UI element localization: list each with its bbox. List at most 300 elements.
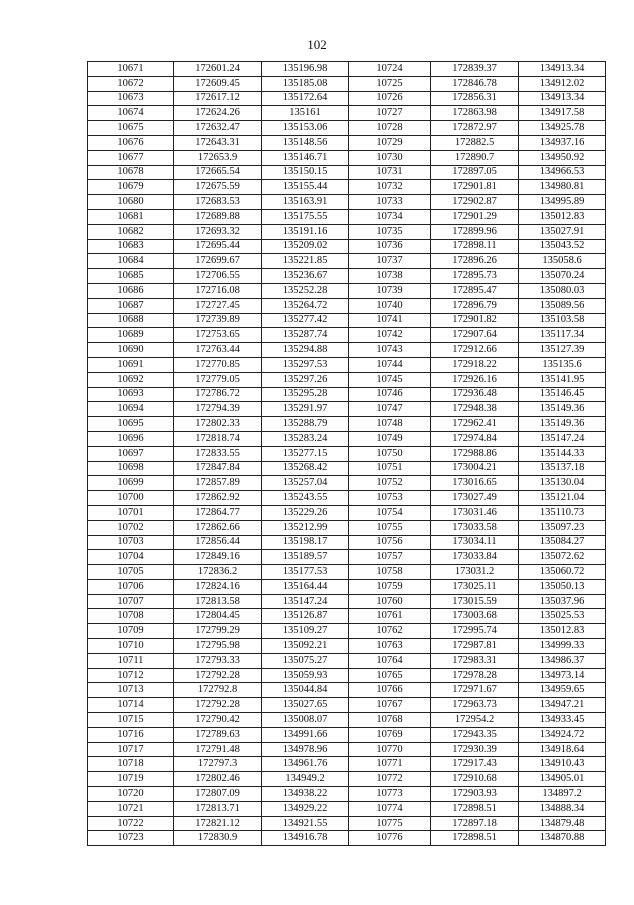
point-number-cell: 10695 — [88, 417, 174, 432]
y-coordinate-cell: 135141.95 — [519, 372, 606, 387]
table-row — [88, 195, 606, 210]
point-number-cell: 10675 — [88, 121, 174, 136]
point-number-cell: 10748 — [349, 417, 431, 432]
x-coordinate-cell: 172988.86 — [431, 446, 519, 461]
point-number-cell: 10689 — [88, 328, 174, 343]
x-coordinate-cell: 172943.35 — [431, 727, 519, 742]
y-coordinate-cell: 135153.06 — [262, 121, 349, 136]
x-coordinate-cell: 172903.93 — [431, 787, 519, 802]
point-number-cell: 10679 — [88, 180, 174, 195]
x-coordinate-cell: 172907.64 — [431, 328, 519, 343]
point-number-cell: 10700 — [88, 491, 174, 506]
point-number-cell: 10681 — [88, 209, 174, 224]
point-number-cell: 10692 — [88, 372, 174, 387]
x-coordinate-cell: 172863.98 — [431, 106, 519, 121]
x-coordinate-cell: 172962.41 — [431, 417, 519, 432]
x-coordinate-cell: 172807.09 — [174, 787, 262, 802]
y-coordinate-cell: 135117.34 — [519, 328, 606, 343]
y-coordinate-cell: 134870.88 — [519, 831, 606, 846]
x-coordinate-cell: 172695.44 — [174, 239, 262, 254]
point-number-cell: 10693 — [88, 387, 174, 402]
x-coordinate-cell: 172693.32 — [174, 224, 262, 239]
y-coordinate-cell: 134916.78 — [262, 831, 349, 846]
x-coordinate-cell: 173031.2 — [431, 565, 519, 580]
point-number-cell: 10719 — [88, 772, 174, 787]
point-number-cell: 10714 — [88, 698, 174, 713]
table-row — [88, 209, 606, 224]
y-coordinate-cell: 135252.28 — [262, 283, 349, 298]
table-row — [88, 476, 606, 491]
point-number-cell: 10702 — [88, 520, 174, 535]
y-coordinate-cell: 134973.14 — [519, 668, 606, 683]
point-number-cell: 10705 — [88, 565, 174, 580]
table-row — [88, 402, 606, 417]
x-coordinate-cell: 172818.74 — [174, 431, 262, 446]
table-row — [88, 254, 606, 269]
y-coordinate-cell: 135198.17 — [262, 535, 349, 550]
x-coordinate-cell: 172864.77 — [174, 505, 262, 520]
x-coordinate-cell: 172797.3 — [174, 757, 262, 772]
table-row — [88, 787, 606, 802]
table-row — [88, 727, 606, 742]
x-coordinate-cell: 172802.46 — [174, 772, 262, 787]
table-row — [88, 624, 606, 639]
point-number-cell: 10718 — [88, 757, 174, 772]
y-coordinate-cell: 135291.97 — [262, 402, 349, 417]
x-coordinate-cell: 172963.73 — [431, 698, 519, 713]
x-coordinate-cell: 172824.16 — [174, 579, 262, 594]
y-coordinate-cell: 135089.56 — [519, 298, 606, 313]
x-coordinate-cell: 172896.26 — [431, 254, 519, 269]
point-number-cell: 10774 — [349, 801, 431, 816]
point-number-cell: 10750 — [349, 446, 431, 461]
y-coordinate-cell: 135189.57 — [262, 550, 349, 565]
point-number-cell: 10762 — [349, 624, 431, 639]
point-number-cell: 10716 — [88, 727, 174, 742]
y-coordinate-cell: 134949.2 — [262, 772, 349, 787]
y-coordinate-cell: 135092.21 — [262, 639, 349, 654]
x-coordinate-cell: 172802.33 — [174, 417, 262, 432]
y-coordinate-cell: 134938.22 — [262, 787, 349, 802]
point-number-cell: 10701 — [88, 505, 174, 520]
y-coordinate-cell: 135127.39 — [519, 343, 606, 358]
y-coordinate-cell: 134913.34 — [519, 91, 606, 106]
table-row — [88, 491, 606, 506]
y-coordinate-cell: 134995.89 — [519, 195, 606, 210]
point-number-cell: 10745 — [349, 372, 431, 387]
point-number-cell: 10687 — [88, 298, 174, 313]
x-coordinate-cell: 172918.22 — [431, 357, 519, 372]
x-coordinate-cell: 172898.51 — [431, 801, 519, 816]
y-coordinate-cell: 135121.04 — [519, 491, 606, 506]
table-row — [88, 357, 606, 372]
x-coordinate-cell: 172799.29 — [174, 624, 262, 639]
y-coordinate-cell: 135070.24 — [519, 269, 606, 284]
x-coordinate-cell: 173027.49 — [431, 491, 519, 506]
point-number-cell: 10715 — [88, 713, 174, 728]
x-coordinate-cell: 172689.88 — [174, 209, 262, 224]
x-coordinate-cell: 172983.31 — [431, 653, 519, 668]
point-number-cell: 10766 — [349, 683, 431, 698]
y-coordinate-cell: 135243.55 — [262, 491, 349, 506]
table-row — [88, 594, 606, 609]
point-number-cell: 10746 — [349, 387, 431, 402]
table-row — [88, 520, 606, 535]
x-coordinate-cell: 172974.84 — [431, 431, 519, 446]
x-coordinate-cell: 173015.59 — [431, 594, 519, 609]
x-coordinate-cell: 172830.9 — [174, 831, 262, 846]
y-coordinate-cell: 135268.42 — [262, 461, 349, 476]
x-coordinate-cell: 173003.68 — [431, 609, 519, 624]
page-number: 102 — [307, 37, 327, 52]
x-coordinate-cell: 172856.31 — [431, 91, 519, 106]
x-coordinate-cell: 172794.39 — [174, 402, 262, 417]
y-coordinate-cell: 135294.88 — [262, 343, 349, 358]
point-number-cell: 10710 — [88, 639, 174, 654]
x-coordinate-cell: 172901.29 — [431, 209, 519, 224]
table-row — [88, 62, 606, 77]
y-coordinate-cell: 135257.04 — [262, 476, 349, 491]
table-row — [88, 565, 606, 580]
point-number-cell: 10711 — [88, 653, 174, 668]
table-row — [88, 417, 606, 432]
y-coordinate-cell: 135027.91 — [519, 224, 606, 239]
point-number-cell: 10764 — [349, 653, 431, 668]
x-coordinate-cell: 172897.18 — [431, 816, 519, 831]
y-coordinate-cell: 135196.98 — [262, 62, 349, 77]
table-row — [88, 772, 606, 787]
y-coordinate-cell: 135150.15 — [262, 165, 349, 180]
point-number-cell: 10688 — [88, 313, 174, 328]
x-coordinate-cell: 172665.54 — [174, 165, 262, 180]
x-coordinate-cell: 172849.16 — [174, 550, 262, 565]
table-row — [88, 343, 606, 358]
point-number-cell: 10743 — [349, 343, 431, 358]
x-coordinate-cell: 173004.21 — [431, 461, 519, 476]
y-coordinate-cell: 135149.36 — [519, 402, 606, 417]
y-coordinate-cell: 135044.84 — [262, 683, 349, 698]
point-number-cell: 10763 — [349, 639, 431, 654]
point-number-cell: 10723 — [88, 831, 174, 846]
y-coordinate-cell: 135147.24 — [262, 594, 349, 609]
point-number-cell: 10755 — [349, 520, 431, 535]
coordinate-table-body — [88, 62, 606, 846]
point-number-cell: 10773 — [349, 787, 431, 802]
point-number-cell: 10732 — [349, 180, 431, 195]
point-number-cell: 10759 — [349, 579, 431, 594]
table-row — [88, 698, 606, 713]
x-coordinate-cell: 173033.84 — [431, 550, 519, 565]
y-coordinate-cell: 134961.76 — [262, 757, 349, 772]
point-number-cell: 10698 — [88, 461, 174, 476]
x-coordinate-cell: 173025.11 — [431, 579, 519, 594]
y-coordinate-cell: 134999.33 — [519, 639, 606, 654]
point-number-cell: 10699 — [88, 476, 174, 491]
point-number-cell: 10734 — [349, 209, 431, 224]
table-row — [88, 683, 606, 698]
y-coordinate-cell: 135161 — [262, 106, 349, 121]
point-number-cell: 10680 — [88, 195, 174, 210]
x-coordinate-cell: 172675.59 — [174, 180, 262, 195]
x-coordinate-cell: 172936.48 — [431, 387, 519, 402]
point-number-cell: 10761 — [349, 609, 431, 624]
x-coordinate-cell: 172897.05 — [431, 165, 519, 180]
x-coordinate-cell: 172948.38 — [431, 402, 519, 417]
y-coordinate-cell: 135155.44 — [262, 180, 349, 195]
point-number-cell: 10770 — [349, 742, 431, 757]
table-row — [88, 742, 606, 757]
table-row — [88, 609, 606, 624]
x-coordinate-cell: 172789.63 — [174, 727, 262, 742]
y-coordinate-cell: 135146.71 — [262, 150, 349, 165]
y-coordinate-cell: 134933.45 — [519, 713, 606, 728]
x-coordinate-cell: 172792.28 — [174, 668, 262, 683]
point-number-cell: 10771 — [349, 757, 431, 772]
y-coordinate-cell: 134991.66 — [262, 727, 349, 742]
x-coordinate-cell: 172862.92 — [174, 491, 262, 506]
table-row — [88, 387, 606, 402]
x-coordinate-cell: 172601.24 — [174, 62, 262, 77]
point-number-cell: 10753 — [349, 491, 431, 506]
point-number-cell: 10760 — [349, 594, 431, 609]
y-coordinate-cell: 135175.55 — [262, 209, 349, 224]
y-coordinate-cell: 134986.37 — [519, 653, 606, 668]
y-coordinate-cell: 135008.07 — [262, 713, 349, 728]
table-row — [88, 446, 606, 461]
point-number-cell: 10735 — [349, 224, 431, 239]
x-coordinate-cell: 172872.97 — [431, 121, 519, 136]
x-coordinate-cell: 172727.45 — [174, 298, 262, 313]
x-coordinate-cell: 172792.8 — [174, 683, 262, 698]
y-coordinate-cell: 135212.99 — [262, 520, 349, 535]
point-number-cell: 10744 — [349, 357, 431, 372]
y-coordinate-cell: 135109.27 — [262, 624, 349, 639]
table-row — [88, 816, 606, 831]
table-row — [88, 180, 606, 195]
point-number-cell: 10737 — [349, 254, 431, 269]
x-coordinate-cell: 172899.96 — [431, 224, 519, 239]
x-coordinate-cell: 173034.11 — [431, 535, 519, 550]
point-number-cell: 10704 — [88, 550, 174, 565]
y-coordinate-cell: 135191.16 — [262, 224, 349, 239]
y-coordinate-cell: 134929.22 — [262, 801, 349, 816]
x-coordinate-cell: 172793.33 — [174, 653, 262, 668]
table-row — [88, 668, 606, 683]
y-coordinate-cell: 135058.6 — [519, 254, 606, 269]
y-coordinate-cell: 135277.15 — [262, 446, 349, 461]
y-coordinate-cell: 135025.53 — [519, 609, 606, 624]
point-number-cell: 10772 — [349, 772, 431, 787]
y-coordinate-cell: 135050.13 — [519, 579, 606, 594]
table-row — [88, 461, 606, 476]
y-coordinate-cell: 135163.91 — [262, 195, 349, 210]
point-number-cell: 10767 — [349, 698, 431, 713]
point-number-cell: 10733 — [349, 195, 431, 210]
x-coordinate-cell: 172902.87 — [431, 195, 519, 210]
point-number-cell: 10686 — [88, 283, 174, 298]
point-number-cell: 10757 — [349, 550, 431, 565]
y-coordinate-cell: 135084.27 — [519, 535, 606, 550]
x-coordinate-cell: 173033.58 — [431, 520, 519, 535]
x-coordinate-cell: 172716.08 — [174, 283, 262, 298]
point-number-cell: 10685 — [88, 269, 174, 284]
y-coordinate-cell: 134924.72 — [519, 727, 606, 742]
point-number-cell: 10682 — [88, 224, 174, 239]
point-number-cell: 10747 — [349, 402, 431, 417]
y-coordinate-cell: 134918.64 — [519, 742, 606, 757]
x-coordinate-cell: 172882.5 — [431, 135, 519, 150]
x-coordinate-cell: 172930.39 — [431, 742, 519, 757]
y-coordinate-cell: 134910.43 — [519, 757, 606, 772]
y-coordinate-cell: 134912.02 — [519, 76, 606, 91]
x-coordinate-cell: 172770.85 — [174, 357, 262, 372]
point-number-cell: 10754 — [349, 505, 431, 520]
point-number-cell: 10720 — [88, 787, 174, 802]
point-number-cell: 10717 — [88, 742, 174, 757]
table-row — [88, 76, 606, 91]
y-coordinate-cell: 135144.33 — [519, 446, 606, 461]
point-number-cell: 10739 — [349, 283, 431, 298]
point-number-cell: 10776 — [349, 831, 431, 846]
table-row — [88, 224, 606, 239]
y-coordinate-cell: 135295.28 — [262, 387, 349, 402]
y-coordinate-cell: 134921.55 — [262, 816, 349, 831]
table-row — [88, 239, 606, 254]
y-coordinate-cell: 135288.79 — [262, 417, 349, 432]
y-coordinate-cell: 134905.01 — [519, 772, 606, 787]
y-coordinate-cell: 135043.52 — [519, 239, 606, 254]
y-coordinate-cell: 135110.73 — [519, 505, 606, 520]
y-coordinate-cell: 135236.67 — [262, 269, 349, 284]
y-coordinate-cell: 135229.26 — [262, 505, 349, 520]
x-coordinate-cell: 172624.26 — [174, 106, 262, 121]
x-coordinate-cell: 172971.67 — [431, 683, 519, 698]
table-row — [88, 165, 606, 180]
x-coordinate-cell: 172898.11 — [431, 239, 519, 254]
point-number-cell: 10765 — [349, 668, 431, 683]
x-coordinate-cell: 172617.12 — [174, 91, 262, 106]
point-number-cell: 10725 — [349, 76, 431, 91]
x-coordinate-cell: 172896.79 — [431, 298, 519, 313]
point-number-cell: 10708 — [88, 609, 174, 624]
table-row — [88, 150, 606, 165]
point-number-cell: 10758 — [349, 565, 431, 580]
table-row — [88, 801, 606, 816]
point-number-cell: 10709 — [88, 624, 174, 639]
point-number-cell: 10751 — [349, 461, 431, 476]
x-coordinate-cell: 172739.89 — [174, 313, 262, 328]
y-coordinate-cell: 135149.36 — [519, 417, 606, 432]
y-coordinate-cell: 134959.65 — [519, 683, 606, 698]
y-coordinate-cell: 135209.02 — [262, 239, 349, 254]
x-coordinate-cell: 172862.66 — [174, 520, 262, 535]
y-coordinate-cell: 135097.23 — [519, 520, 606, 535]
x-coordinate-cell: 172833.55 — [174, 446, 262, 461]
table-row — [88, 298, 606, 313]
y-coordinate-cell: 134947.21 — [519, 698, 606, 713]
table-row — [88, 283, 606, 298]
y-coordinate-cell: 135297.26 — [262, 372, 349, 387]
point-number-cell: 10769 — [349, 727, 431, 742]
y-coordinate-cell: 134966.53 — [519, 165, 606, 180]
y-coordinate-cell: 134917.58 — [519, 106, 606, 121]
point-number-cell: 10672 — [88, 76, 174, 91]
y-coordinate-cell: 135059.93 — [262, 668, 349, 683]
y-coordinate-cell: 135012.83 — [519, 624, 606, 639]
coordinate-table — [87, 61, 606, 846]
table-row — [88, 372, 606, 387]
x-coordinate-cell: 172856.44 — [174, 535, 262, 550]
point-number-cell: 10738 — [349, 269, 431, 284]
point-number-cell: 10731 — [349, 165, 431, 180]
point-number-cell: 10724 — [349, 62, 431, 77]
table-row — [88, 91, 606, 106]
point-number-cell: 10729 — [349, 135, 431, 150]
table-row — [88, 505, 606, 520]
y-coordinate-cell: 135172.64 — [262, 91, 349, 106]
table-row — [88, 106, 606, 121]
x-coordinate-cell: 172901.81 — [431, 180, 519, 195]
y-coordinate-cell: 134913.34 — [519, 62, 606, 77]
point-number-cell: 10673 — [88, 91, 174, 106]
y-coordinate-cell: 135297.53 — [262, 357, 349, 372]
point-number-cell: 10742 — [349, 328, 431, 343]
x-coordinate-cell: 172926.16 — [431, 372, 519, 387]
point-number-cell: 10676 — [88, 135, 174, 150]
x-coordinate-cell: 172839.37 — [431, 62, 519, 77]
x-coordinate-cell: 172910.68 — [431, 772, 519, 787]
x-coordinate-cell: 172847.84 — [174, 461, 262, 476]
point-number-cell: 10775 — [349, 816, 431, 831]
x-coordinate-cell: 173016.65 — [431, 476, 519, 491]
point-number-cell: 10756 — [349, 535, 431, 550]
y-coordinate-cell: 135264.72 — [262, 298, 349, 313]
table-row — [88, 535, 606, 550]
point-number-cell: 10707 — [88, 594, 174, 609]
y-coordinate-cell: 135146.45 — [519, 387, 606, 402]
point-number-cell: 10741 — [349, 313, 431, 328]
x-coordinate-cell: 172890.7 — [431, 150, 519, 165]
x-coordinate-cell: 172643.31 — [174, 135, 262, 150]
x-coordinate-cell: 172917.43 — [431, 757, 519, 772]
x-coordinate-cell: 172609.45 — [174, 76, 262, 91]
table-row — [88, 313, 606, 328]
table-row — [88, 269, 606, 284]
x-coordinate-cell: 172895.73 — [431, 269, 519, 284]
y-coordinate-cell: 135037.96 — [519, 594, 606, 609]
point-number-cell: 10671 — [88, 62, 174, 77]
x-coordinate-cell: 172912.66 — [431, 343, 519, 358]
x-coordinate-cell: 172846.78 — [431, 76, 519, 91]
x-coordinate-cell: 172779.05 — [174, 372, 262, 387]
x-coordinate-cell: 172813.58 — [174, 594, 262, 609]
point-number-cell: 10713 — [88, 683, 174, 698]
point-number-cell: 10683 — [88, 239, 174, 254]
y-coordinate-cell: 135148.56 — [262, 135, 349, 150]
x-coordinate-cell: 172987.81 — [431, 639, 519, 654]
point-number-cell: 10749 — [349, 431, 431, 446]
point-number-cell: 10730 — [349, 150, 431, 165]
x-coordinate-cell: 172632.47 — [174, 121, 262, 136]
y-coordinate-cell: 134950.92 — [519, 150, 606, 165]
y-coordinate-cell: 134925.78 — [519, 121, 606, 136]
x-coordinate-cell: 172653.9 — [174, 150, 262, 165]
x-coordinate-cell: 172813.71 — [174, 801, 262, 816]
y-coordinate-cell: 135283.24 — [262, 431, 349, 446]
table-row — [88, 431, 606, 446]
x-coordinate-cell: 172763.44 — [174, 343, 262, 358]
point-number-cell: 10674 — [88, 106, 174, 121]
